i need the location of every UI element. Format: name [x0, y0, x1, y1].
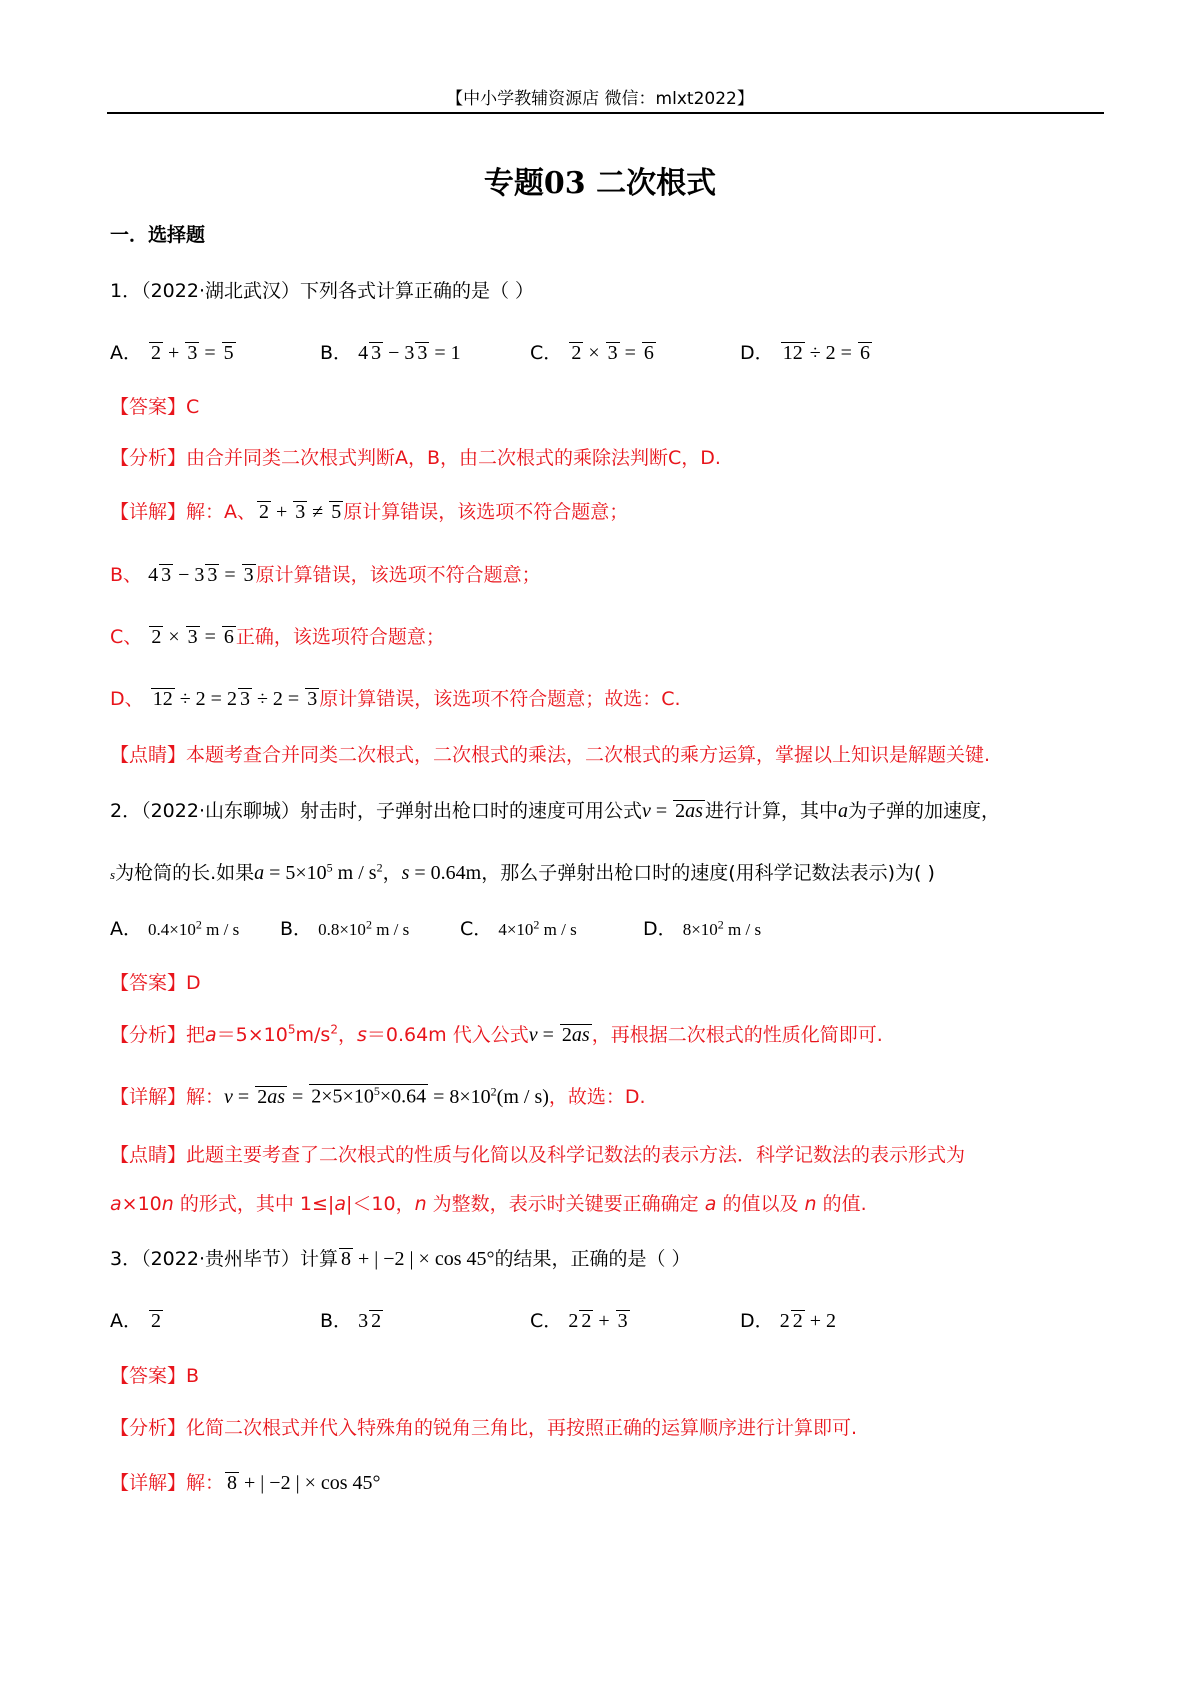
q3-option-c: C． 2 2 + 3	[530, 1310, 628, 1332]
q3-option-d: D． 2 2 + 2	[740, 1310, 836, 1332]
q2-option-d: D． $8\times 10^2$ m / s	[643, 917, 762, 940]
q2-options	[110, 914, 853, 941]
q1-comment: 【点睛】本题考查合并同类二次根式，二次根式的乘法，二次根式的乘方运算，掌握以上知识是解题关键.	[110, 744, 991, 766]
q2-comment-line2: a×10n 的形式，其中 1≤|a|＜10，n 为整数，表示时关键要正确确定 a 的值以及 n 的值.	[110, 1193, 867, 1215]
q2-option-b: B． $0.8\times 10^2$ m / s	[280, 917, 410, 940]
q1-detail-b: B、 4 3 − 3 3 = 3 原计算错误，该选项不符合题意；	[110, 564, 541, 586]
q1-answer: 【答案】C	[110, 396, 200, 418]
q2-option-a: A． $0.4\times 10^2$ m / s	[110, 917, 240, 940]
q3-answer: 【答案】B	[110, 1365, 200, 1387]
header-rule	[107, 112, 1104, 114]
q3-stem: 3．（2022·贵州毕节）计算 8 + | −2 | × cos 45°的结果，正确的是（ ）	[110, 1248, 691, 1270]
q1-option-b: B． 4 3 − 3 3 = 1	[320, 342, 461, 364]
q1-detail-a: 【详解】解：A、 2 + 3 ≠ 5 原计算错误，该选项不符合题意；	[110, 501, 629, 523]
q2-stem-line1: 2．（2022·山东聊城）射击时，子弹射出枪口时的速度可用公式v = 2as 进行计算，其中a为子弹的加速度，	[110, 800, 1000, 822]
q3-option-a: A． 2	[110, 1310, 162, 1332]
q2-comment-line1: 【点睛】此题主要考查了二次根式的性质与化简以及科学记数法的表示方法．科学记数法的表示形式为	[110, 1144, 966, 1166]
q1-detail-d: D、 12 ÷ 2 = 2 3 ÷ 2 = 3 原计算错误，该选项不符合题意；故选：C.	[110, 688, 681, 710]
q1-option-c: C． 2 × 3 = 6	[530, 342, 654, 364]
section-heading: 一．选择题	[110, 224, 206, 246]
page-title: 专题03 二次根式	[483, 166, 717, 201]
q1-analysis: 【分析】由合并同类二次根式判断A，B，由二次根式的乘除法判断C，D.	[110, 447, 721, 469]
q1-option-d: D． 12 ÷ 2 = 6	[740, 342, 870, 364]
q2-analysis: 【分析】把$a=5\times 10^5m/s^2$，s＝0.64m 代入公式v = 2as ，再根据二次根式的性质化简即可.	[110, 1022, 883, 1046]
q1-options	[110, 338, 950, 365]
q1-detail-c: C、 2 × 3 = 6 正确，该选项符合题意；	[110, 626, 445, 648]
q2-option-c: C． $4\times 10^2$ m / s	[460, 917, 577, 940]
q2-stem-line2: s为枪筒的长.如果$a = 5\times 10^5$ m / $s^2$，s = 0.64m，那么子弹射出枪口时的速度(用科学记数法表示)为( )	[110, 860, 935, 884]
q3-analysis: 【分析】化简二次根式并代入特殊角的锐角三角比，再按照正确的运算顺序进行计算即可.	[110, 1417, 858, 1439]
q2-answer: 【答案】D	[110, 972, 201, 994]
q3-option-b: B． 3 2	[320, 1310, 382, 1332]
q3-detail: 【详解】解： 8 + | −2 | × cos 45°	[110, 1472, 381, 1494]
q1-option-a: A． 2 + 3 = 5	[110, 342, 234, 364]
page-header: 【中小学教辅资源店 微信：mlxt2022】	[446, 89, 754, 109]
q2-detail: 【详解】解：$v = 2as = 2\times 5\times 10^5\times 0.64 = 8\times 10^2(m / s)$，故选：D.	[110, 1084, 646, 1108]
q1-stem: 1．（2022·湖北武汉）下列各式计算正确的是（ ）	[110, 280, 535, 302]
q3-options	[110, 1306, 950, 1333]
